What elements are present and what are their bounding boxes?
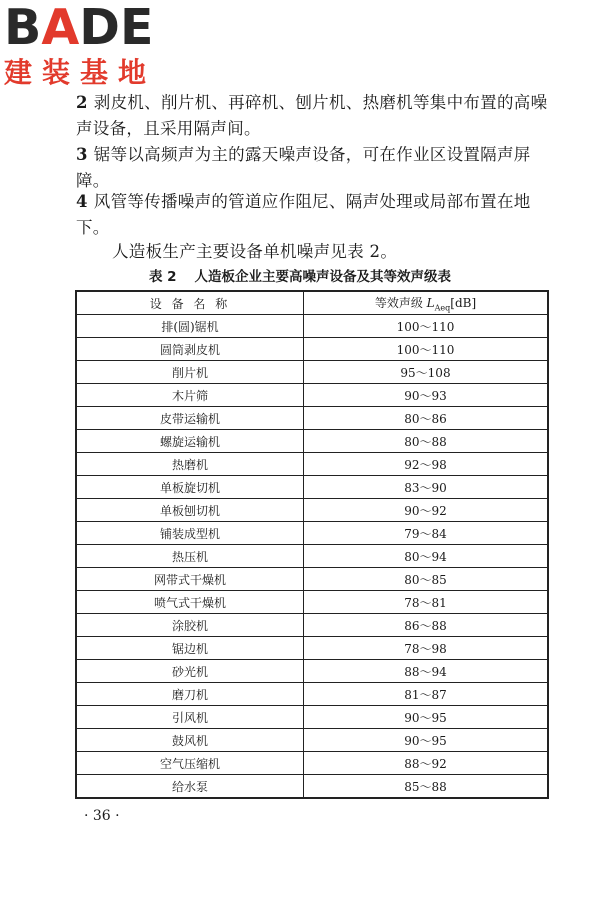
noise-level-cell: 80～88	[304, 430, 549, 453]
table-caption-number: 表 2	[148, 269, 177, 285]
equipment-name-cell: 涂胶机	[76, 614, 304, 637]
noise-level-cell: 88～94	[304, 660, 549, 683]
noise-level-cell: 90～93	[304, 384, 549, 407]
equipment-name-cell: 磨刀机	[76, 683, 304, 706]
header-equipment-name: 设 备 名 称	[76, 291, 304, 315]
equipment-name-cell: 给水泵	[76, 775, 304, 799]
table-row	[76, 315, 548, 338]
equipment-name-cell: 砂光机	[76, 660, 304, 683]
table-row	[76, 361, 548, 384]
noise-level-cell: 80～86	[304, 407, 549, 430]
paragraph-text: 剥皮机、削片机、再碎机、刨片机、热磨机等集中布置的高噪声设备，且采用隔声间。	[76, 93, 548, 138]
paragraph-text: 锯等以高频声为主的露天噪声设备，可在作业区设置隔声屏障。	[76, 145, 531, 190]
table-row	[76, 407, 548, 430]
noise-level-cell: 92～98	[304, 453, 549, 476]
table-row	[76, 683, 548, 706]
noise-level-table	[75, 290, 549, 799]
noise-level-cell: 90～95	[304, 729, 549, 752]
noise-level-cell: 88～92	[304, 752, 549, 775]
paragraph-3	[76, 142, 550, 194]
paragraph-number: 2	[76, 93, 88, 112]
equipment-name-cell: 排(圆)锯机	[76, 315, 304, 338]
table-row	[76, 775, 548, 799]
paragraph-2	[76, 90, 550, 142]
logo	[4, 0, 176, 89]
noise-level-cell: 95～108	[304, 361, 549, 384]
table-caption	[0, 265, 600, 285]
paragraph-text: 风管等传播噪声的管道应作阻尼、隔声处理或局部布置在地下。	[76, 192, 531, 237]
equipment-name-cell: 木片筛	[76, 384, 304, 407]
equipment-name-cell: 螺旋运输机	[76, 430, 304, 453]
equipment-name-cell: 锯边机	[76, 637, 304, 660]
table-row	[76, 499, 548, 522]
noise-level-cell: 85～88	[304, 775, 549, 799]
noise-level-cell: 79～84	[304, 522, 549, 545]
table-row	[76, 338, 548, 361]
table-header-row	[76, 291, 548, 315]
table-row	[76, 660, 548, 683]
equipment-name-cell: 单板刨切机	[76, 499, 304, 522]
paragraph-number: 4	[76, 192, 88, 211]
table-row	[76, 384, 548, 407]
table-caption-title: 人造板企业主要高噪声设备及其等效声级表	[194, 269, 452, 285]
table-row	[76, 568, 548, 591]
logo-wordmark: BADE	[4, 0, 154, 56]
equipment-name-cell: 鼓风机	[76, 729, 304, 752]
intro-text: 人造板生产主要设备单机噪声见表 2。	[112, 242, 398, 261]
equipment-name-cell: 热磨机	[76, 453, 304, 476]
equipment-name-cell: 空气压缩机	[76, 752, 304, 775]
table-row	[76, 453, 548, 476]
page-number: · 36 ·	[84, 808, 120, 824]
noise-level-cell: 83～90	[304, 476, 549, 499]
table-row	[76, 752, 548, 775]
table-row	[76, 545, 548, 568]
table-row	[76, 614, 548, 637]
noise-level-cell: 78～81	[304, 591, 549, 614]
noise-level-cell: 81～87	[304, 683, 549, 706]
equipment-name-cell: 圆筒剥皮机	[76, 338, 304, 361]
equipment-name-cell: 铺装成型机	[76, 522, 304, 545]
table-row	[76, 522, 548, 545]
table-row	[76, 729, 548, 752]
noise-level-cell: 90～95	[304, 706, 549, 729]
noise-level-cell: 100～110	[304, 338, 549, 361]
equipment-name-cell: 网带式干燥机	[76, 568, 304, 591]
table-row	[76, 591, 548, 614]
noise-level-cell: 80～94	[304, 545, 549, 568]
noise-level-cell: 78～98	[304, 637, 549, 660]
noise-level-cell: 100～110	[304, 315, 549, 338]
table-row	[76, 476, 548, 499]
logo-subtitle: 建装基地	[4, 56, 157, 89]
equipment-name-cell: 喷气式干燥机	[76, 591, 304, 614]
equipment-name-cell: 热压机	[76, 545, 304, 568]
table-row	[76, 706, 548, 729]
noise-level-cell: 80～85	[304, 568, 549, 591]
equipment-name-cell: 削片机	[76, 361, 304, 384]
table-row	[76, 637, 548, 660]
noise-level-cell: 86～88	[304, 614, 549, 637]
equipment-name-cell: 皮带运输机	[76, 407, 304, 430]
paragraph-4	[76, 189, 550, 241]
equipment-name-cell: 单板旋切机	[76, 476, 304, 499]
noise-level-cell: 90～92	[304, 499, 549, 522]
paragraph-number: 3	[76, 145, 88, 164]
table-row	[76, 430, 548, 453]
header-equivalent-level: 等效声级 $L_{Aeq}[dB]$	[304, 291, 549, 315]
equipment-name-cell: 引风机	[76, 706, 304, 729]
